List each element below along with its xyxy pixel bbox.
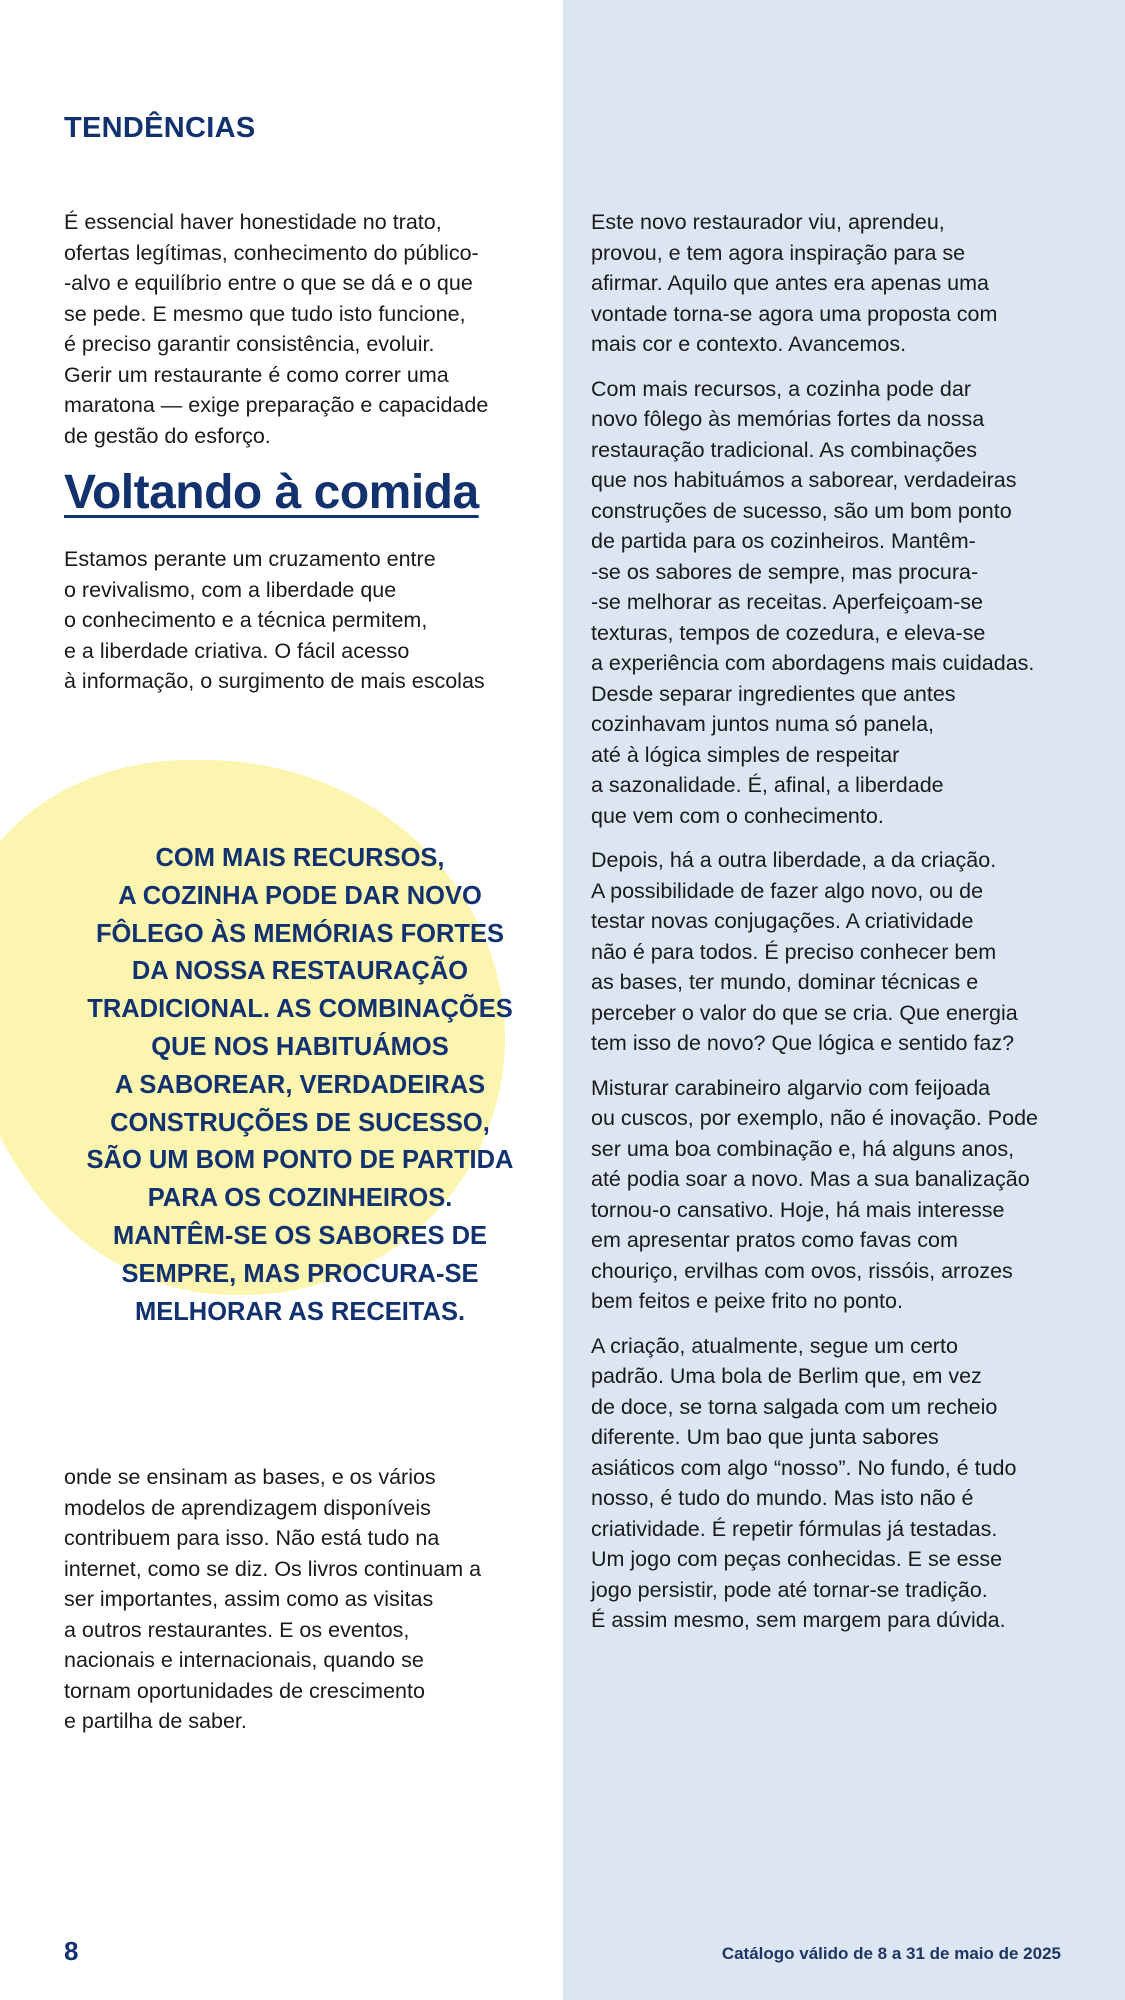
text-line: criatividade. É repetir fórmulas já testadas. <box>591 1516 998 1541</box>
text-line: diferente. Um bao que junta sabores <box>591 1425 939 1449</box>
text-line: A COZINHA PODE DAR NOVO <box>118 881 482 910</box>
left-section-intro <box>64 544 534 697</box>
text-line: É essencial haver honestidade no trato, <box>64 210 442 234</box>
text-line: chouriço, ervilhas com ovos, rissóis, arrozes <box>591 1258 1013 1283</box>
text-line: Este novo restaurador viu, aprendeu, <box>591 210 945 234</box>
text-line: FÔLEGO ÀS MEMÓRIAS FORTES <box>95 919 504 948</box>
text-line: É assim mesmo, sem margem para dúvida. <box>591 1608 1006 1632</box>
text-line: internet, como se diz. Os livros continuam a <box>64 1556 482 1581</box>
text-line: a outros restaurantes. E os eventos, <box>64 1617 410 1642</box>
text-line: A SABOREAR, VERDADEIRAS <box>114 1070 486 1099</box>
text-line: A criação, atualmente, segue um certo <box>591 1333 958 1358</box>
text-line: modelos de aprendizagem disponíveis <box>64 1495 431 1520</box>
text-line: de gestão do esforço. <box>64 423 271 448</box>
text-line: MELHORAR AS RECEITAS. <box>134 1297 466 1326</box>
text-line: de partida para os cozinheiros. Mantêm- <box>591 529 976 553</box>
text-line: QUE NOS HABITUÁMOS <box>151 1032 449 1061</box>
text-line: testar novas conjugações. A criatividade <box>591 909 974 933</box>
text-line: o revivalismo, com a liberdade que <box>64 577 397 602</box>
text-line: à informação, o surgimento de mais escolas <box>64 669 485 693</box>
text-line: ser importantes, assim como as visitas <box>64 1587 434 1611</box>
text-line: o conhecimento e a técnica permitem, <box>64 608 428 632</box>
text-line: a sazonalidade. É, afinal, a liberdade <box>591 773 944 797</box>
text-line: CONSTRUÇÕES DE SUCESSO, <box>110 1108 490 1137</box>
text-line: Depois, há a outra liberdade, a da criação. <box>591 848 997 872</box>
text-line: Gerir um restaurante é como correr uma <box>64 362 449 387</box>
text-line: perceber o valor do que se cria. Que energia <box>591 1000 1018 1025</box>
text-line: -se os sabores de sempre, mas procura- <box>591 559 979 584</box>
text-line: Desde separar ingredientes que antes <box>591 681 956 706</box>
left-continuation-paragraph <box>64 1462 534 1737</box>
text-line: Com mais recursos, a cozinha pode dar <box>591 376 972 401</box>
text-line: padrão. Uma bola de Berlim que, em vez <box>591 1364 982 1388</box>
text-line: até podia soar a novo. Mas a sua banalização <box>591 1167 1030 1191</box>
text-line: construções de sucesso, são um bom ponto <box>591 498 1012 523</box>
text-line: novo fôlego às memórias fortes da nossa <box>591 407 985 431</box>
text-line: Um jogo com peças conhecidas. E se esse <box>591 1547 1003 1571</box>
right-paragraph <box>591 1073 1069 1317</box>
text-line: maratona — exige preparação e capacidade <box>64 393 489 417</box>
right-paragraph <box>591 1331 1069 1636</box>
section-heading: Voltando à comida <box>64 466 479 519</box>
text-line: MANTÊM-SE OS SABORES DE <box>112 1221 488 1250</box>
text-line: DA NOSSA RESTAURAÇÃO <box>131 957 469 986</box>
text-line: ofertas legítimas, conhecimento do público- <box>64 240 479 265</box>
text-line: restauração tradicional. As combinações <box>591 437 978 462</box>
text-line: até à lógica simples de respeitar <box>591 742 900 767</box>
text-line: jogo persistir, pode até tornar-se tradição. <box>591 1577 988 1602</box>
text-line: texturas, tempos de cozedura, e eleva-se <box>591 620 986 645</box>
right-paragraph <box>591 374 1069 832</box>
text-line: PARA OS COZINHEIROS. <box>147 1184 453 1213</box>
section-label: TENDÊNCIAS <box>64 112 256 144</box>
text-line: a experiência com abordagens mais cuidadas. <box>591 651 1035 675</box>
text-line: mais cor e contexto. Avancemos. <box>591 332 907 356</box>
text-line: bem feitos e peixe frito no ponto. <box>591 1289 903 1313</box>
text-line: e a liberdade criativa. O fácil acesso <box>64 638 410 663</box>
text-line: vontade torna-se agora uma proposta com <box>591 301 998 326</box>
right-paragraph <box>591 845 1069 1059</box>
text-line: -se melhorar as receitas. Aperfeiçoam-se <box>591 590 983 614</box>
text-line: nacionais e internacionais, quando se <box>64 1648 424 1672</box>
text-line: asiáticos com algo “nosso”. No fundo, é tudo <box>591 1455 1017 1480</box>
text-line: provou, e tem agora inspiração para se <box>591 240 966 265</box>
text-line: Estamos perante um cruzamento entre <box>64 547 436 571</box>
text-line: as bases, ter mundo, dominar técnicas e <box>591 970 979 994</box>
text-line: SEMPRE, MAS PROCURA-SE <box>121 1259 479 1288</box>
text-line: em apresentar pratos como favas com <box>591 1228 958 1252</box>
right-column-text <box>591 207 1069 1636</box>
text-line: SÃO UM BOM PONTO DE PARTIDA <box>86 1146 514 1175</box>
text-line: tornam oportunidades de crescimento <box>64 1678 425 1703</box>
text-line: se pede. E mesmo que tudo isto funcione, <box>64 301 466 326</box>
text-line: nosso, é tudo do mundo. Mas isto não é <box>591 1486 974 1510</box>
text-line: é preciso garantir consistência, evoluir. <box>64 332 435 356</box>
text-line: que nos habituámos a saborear, verdadeiras <box>591 468 1017 492</box>
pull-quote <box>70 840 530 1331</box>
text-line: ou cuscos, por exemplo, não é inovação. Pode <box>591 1106 1039 1130</box>
text-line: e partilha de saber. <box>64 1709 247 1733</box>
text-line: onde se ensinam as bases, e os vários <box>64 1465 436 1489</box>
text-line: contribuem para isso. Não está tudo na <box>64 1526 440 1550</box>
text-line: que vem com o conhecimento. <box>591 803 884 828</box>
text-line: Misturar carabineiro algarvio com feijoada <box>591 1075 991 1100</box>
text-line: ser uma boa combinação e, há alguns anos, <box>591 1136 1015 1161</box>
page-number: 8 <box>64 1936 79 1966</box>
text-line: tornou-o cansativo. Hoje, há mais interesse <box>591 1197 1005 1222</box>
text-line: A possibilidade de fazer algo novo, ou de <box>591 878 984 903</box>
text-line: não é para todos. É preciso conhecer bem <box>591 939 997 964</box>
right-paragraph <box>591 207 1069 360</box>
text-line: -alvo e equilíbrio entre o que se dá e o que <box>64 271 473 295</box>
text-line: COM MAIS RECURSOS, <box>155 844 445 872</box>
text-line: tem isso de novo? Que lógica e sentido faz? <box>591 1031 1015 1055</box>
text-line: de doce, se torna salgada com um recheio <box>591 1394 998 1419</box>
left-intro-paragraph <box>64 207 534 451</box>
text-line: afirmar. Aquilo que antes era apenas uma <box>591 271 990 295</box>
catalog-validity-note: Catálogo válido de 8 a 31 de maio de 2025 <box>721 1944 1061 1963</box>
text-line: cozinhavam juntos numa só panela, <box>591 712 935 736</box>
text-line: TRADICIONAL. AS COMBINAÇÕES <box>87 995 513 1024</box>
